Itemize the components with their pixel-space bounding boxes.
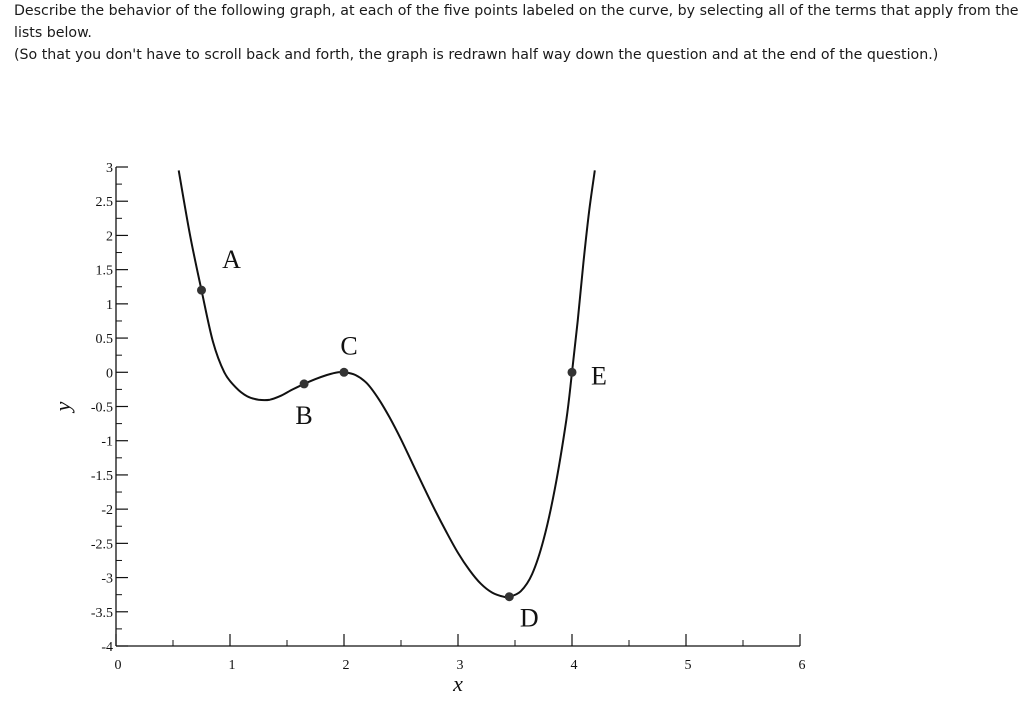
y-tick-label: 3 <box>106 161 113 176</box>
y-tick-label: 1.5 <box>95 263 113 279</box>
x-tick-label: 0 <box>114 658 122 673</box>
question-note: (So that you don't have to scroll back and forth, the graph is redrawn half way down the question and at the end of the question.) <box>14 47 939 63</box>
y-tick-label: 2 <box>106 229 113 245</box>
curve-line <box>179 170 595 597</box>
y-tick-label: -2.5 <box>90 537 113 553</box>
question-instructions: Describe the behavior of the following graph, at each of the five points labeled on the curve, by selecting all of the terms that apply from the lists below. <box>14 3 1019 41</box>
point-a-label: A <box>222 245 241 275</box>
point-d-marker <box>505 592 514 601</box>
point-b-label: B <box>295 400 313 430</box>
y-tick-label: -1.5 <box>90 468 113 484</box>
x-axis-title: x <box>453 671 463 696</box>
y-axis-title: y <box>50 401 75 412</box>
y-tick-label: -3.5 <box>90 605 113 621</box>
x-tick-label: 6 <box>798 658 806 673</box>
y-tick-label: -2 <box>101 503 113 519</box>
point-c-label: C <box>340 331 358 361</box>
y-tick-label: -0.5 <box>90 400 113 416</box>
x-tick-label: 5 <box>684 658 692 673</box>
point-d-label: D <box>519 603 539 633</box>
point-a-marker <box>197 286 206 295</box>
point-e-marker <box>568 368 577 377</box>
x-tick-label: 2 <box>342 658 350 673</box>
x-tick-label: 1 <box>228 658 236 673</box>
x-tick-label: 4 <box>570 658 578 673</box>
y-tick-label: 0 <box>106 366 113 382</box>
y-tick-label: 1 <box>106 297 113 313</box>
x-tick-label: 3 <box>456 658 464 673</box>
y-tick-label: -3 <box>101 571 113 587</box>
point-e-label: E <box>591 361 607 391</box>
y-tick-label: -4 <box>101 640 113 655</box>
y-tick-label: -1 <box>101 434 113 450</box>
y-tick-label: 2.5 <box>95 195 113 211</box>
point-b-marker <box>300 379 309 388</box>
y-tick-label: 0.5 <box>95 332 113 348</box>
point-c-marker <box>340 368 349 377</box>
